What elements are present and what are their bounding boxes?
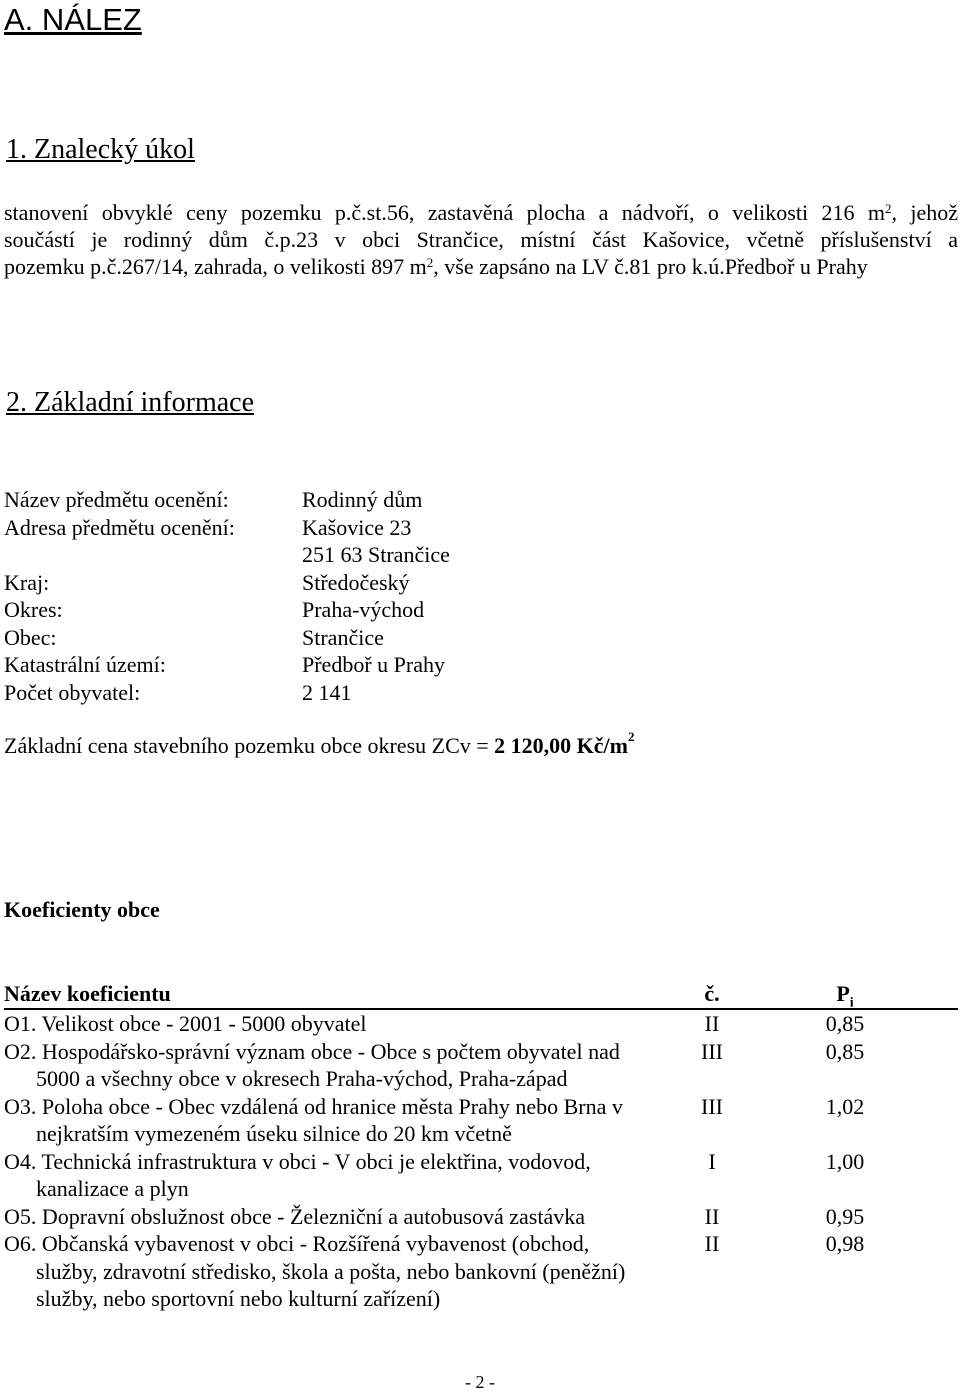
col-header-name: Název koeficientu [4, 981, 171, 1006]
paragraph-line: součástí je rodinný dům č.p.23 v obci Strančice, místní část Kašovice, včetně příslušenství a [4, 227, 958, 252]
info-row: Adresa předmětu ocenění: Kašovice 23 [4, 514, 412, 540]
info-row: Počet obyvatel: 2 141 [4, 679, 352, 705]
col-header-num: č. [704, 981, 720, 1006]
info-row: Okres: Praha-východ [4, 597, 425, 622]
task-paragraph [4, 199, 958, 280]
section-2-title: 2. Základní informace [6, 387, 255, 418]
coefficients-title: Koeficienty obce [4, 897, 160, 922]
paragraph-line: stanovení obvyklé ceny pozemku p.č.st.56, zastavěná plocha a nádvoří, o velikosti 216 $m^2$, jehož [4, 200, 958, 225]
section-1-title: 1. Znalecký úkol [6, 134, 195, 165]
info-row: Kraj: Středočeský [4, 569, 410, 595]
base-price-line: Základní cena stavebního pozemku obce okresu ZCv = 2 120,00 $Kč/m^2$ [4, 729, 635, 758]
info-row: Název předmětu ocenění: Rodinný dům [4, 487, 423, 512]
base-price-value: 2 120,00 Kč/m [494, 733, 628, 758]
document-heading: A. NÁLEZ [4, 2, 142, 37]
info-row: Katastrální území: Předboř u Prahy [4, 652, 445, 677]
col-header-pi: $P_i$ [836, 981, 854, 1011]
info-row: Obec: Strančice [4, 624, 384, 650]
page-number: - 2 - [465, 1372, 495, 1392]
info-row: 251 63 Strančice [302, 542, 450, 567]
paragraph-line: pozemku p.č.267/14, zahrada, o velikosti 897 $m^2$, vše zapsáno na LV č.81 pro k.ú.Předboř u Prahy [4, 254, 868, 279]
